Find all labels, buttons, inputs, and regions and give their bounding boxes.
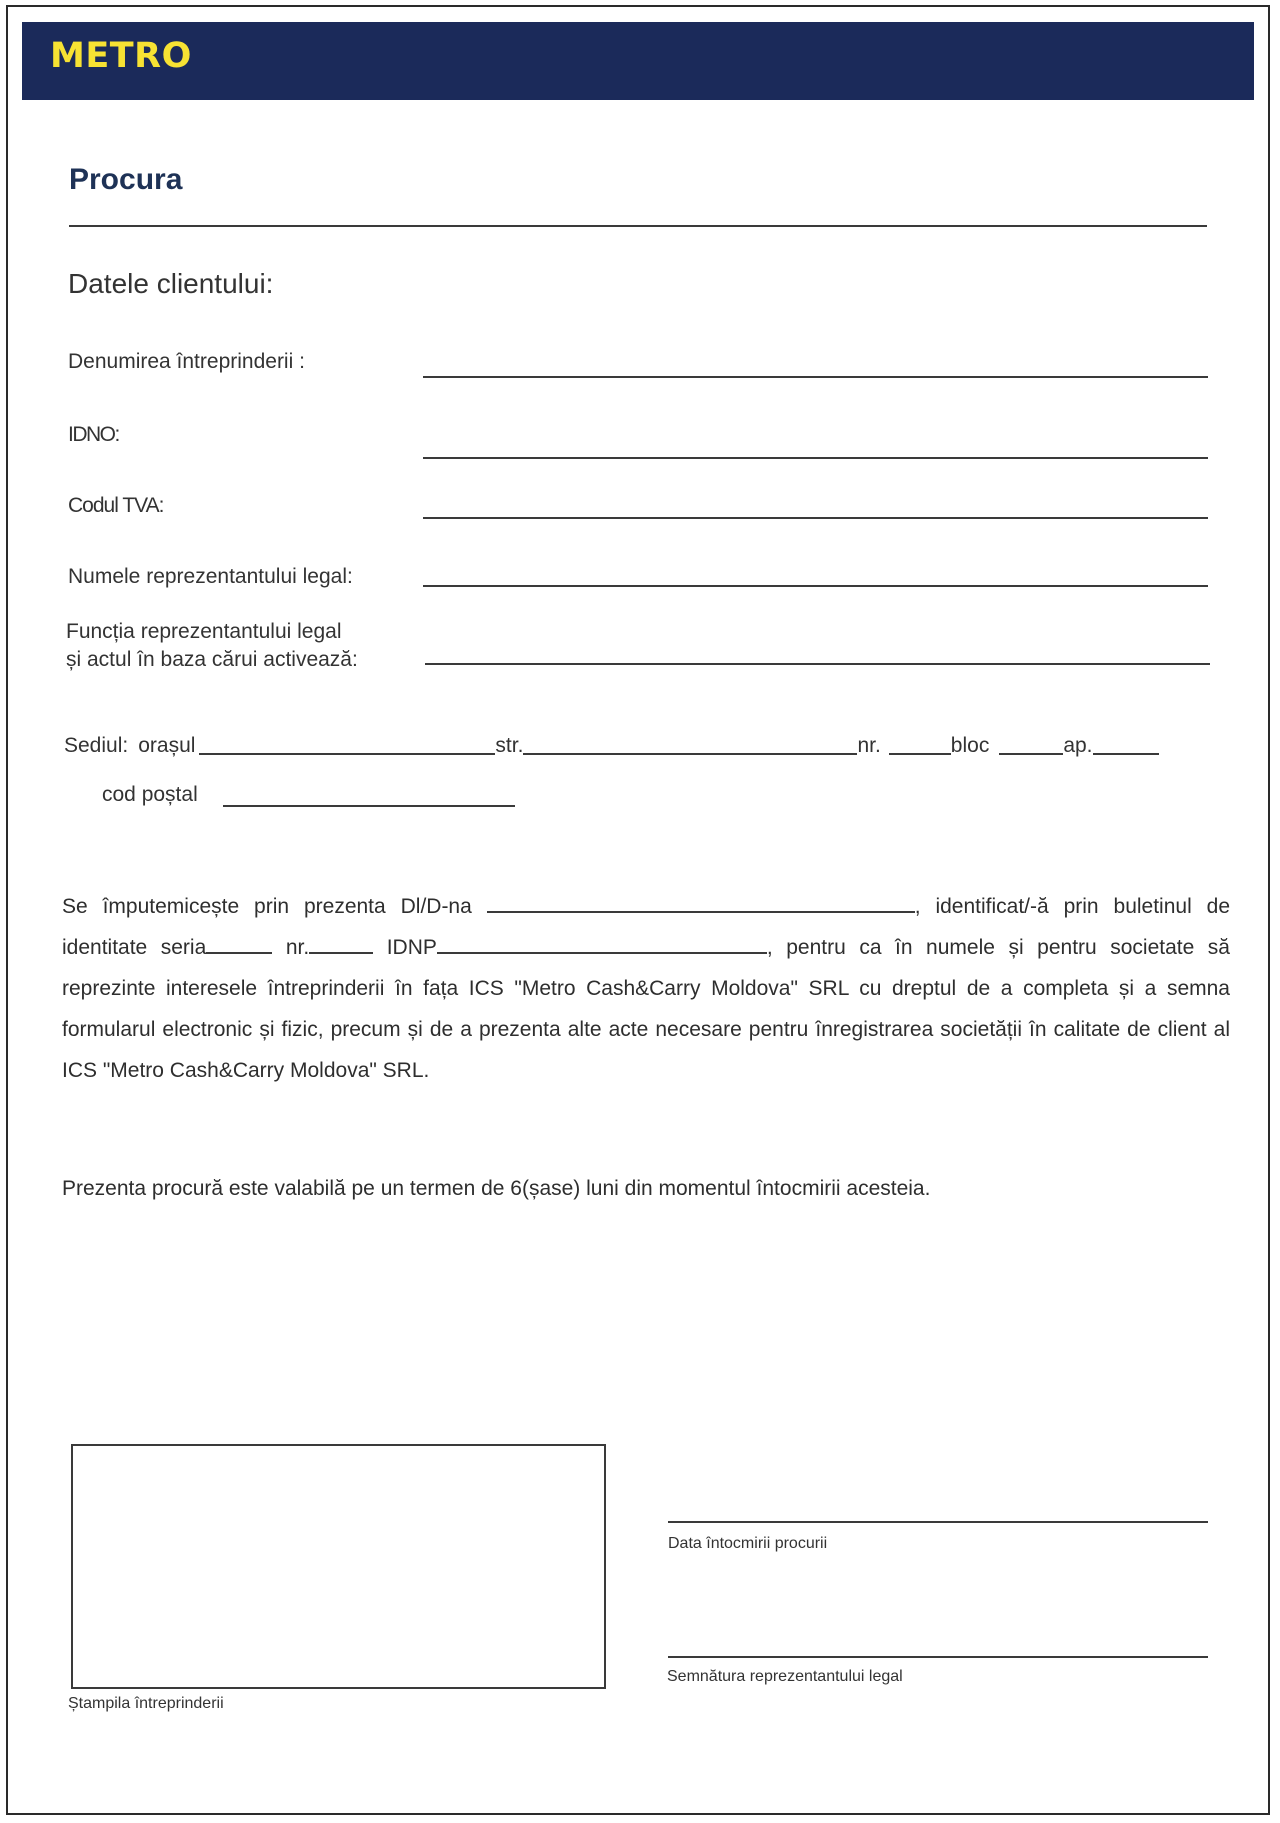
vat-code-label: Codul TVA: xyxy=(68,494,164,517)
id-series-field[interactable] xyxy=(206,932,272,954)
postal-code-label: cod poștal xyxy=(102,783,198,806)
company-name-field[interactable] xyxy=(423,376,1208,378)
stamp-label: Ștampila întreprinderii xyxy=(68,1695,224,1712)
signature-field[interactable] xyxy=(668,1656,1208,1658)
number-field[interactable] xyxy=(889,752,951,755)
metro-logo: METRO xyxy=(50,36,192,76)
authorization-paragraph xyxy=(62,886,1230,1091)
legal-rep-name-label: Numele reprezentantului legal: xyxy=(68,565,353,588)
authorization-text-1: Se împutemicește prin prezenta Dl/D-na xyxy=(62,895,472,918)
legal-rep-function-field[interactable] xyxy=(425,663,1210,665)
street-label: str. xyxy=(495,734,524,757)
apartment-field[interactable] xyxy=(1093,752,1159,755)
vat-code-field[interactable] xyxy=(423,517,1208,519)
idno-label: IDNO: xyxy=(68,423,119,446)
validity-statement: Prezenta procură este valabilă pe un termen de 6(șase) luni din momentul întocmirii acesteia. xyxy=(62,1177,931,1200)
stamp-box[interactable] xyxy=(71,1444,606,1689)
section-title: Datele clientului: xyxy=(68,268,274,299)
date-label: Data întocmirii procurii xyxy=(668,1535,828,1552)
page-title: Procura xyxy=(69,163,183,196)
block-label: bloc xyxy=(950,734,990,757)
company-name-label: Denumirea întreprinderii : xyxy=(68,350,305,373)
sediul-label: Sediul: xyxy=(64,734,129,757)
header-bar xyxy=(22,22,1254,100)
date-field[interactable] xyxy=(668,1521,1208,1523)
city-label: orașul xyxy=(138,734,196,757)
idnp-field[interactable] xyxy=(437,932,767,954)
legal-rep-function-label-line2: și actul în baza cărui activează: xyxy=(66,648,358,671)
block-field[interactable] xyxy=(999,752,1063,755)
authorization-text-3: nr. xyxy=(285,936,310,959)
apartment-label: ap. xyxy=(1063,734,1093,757)
legal-rep-function-label-line1: Funcția reprezentantului legal xyxy=(66,620,342,643)
address-row xyxy=(64,728,1214,758)
postal-code-field[interactable] xyxy=(223,805,515,807)
city-field[interactable] xyxy=(199,752,495,755)
street-field[interactable] xyxy=(523,752,857,755)
authorization-text-2: , identificat/-ă prin buletinul de identitate seria xyxy=(62,895,1231,959)
idno-field[interactable] xyxy=(423,457,1208,459)
title-divider xyxy=(69,225,1207,227)
signature-label: Semnătura reprezentantului legal xyxy=(667,1668,903,1685)
authorization-text-4: IDNP xyxy=(386,936,437,959)
authorization-text-5: , pentru ca în numele și pentru societate să reprezinte interesele întreprinderii în fața ICS "Metro Cash&Carry Moldova" SRL cu dreptul de a completa și a semna formularul electronic și fizic, precum și de a prezenta alte acte necesare pentru înregistrarea societății în calitate de client al ICS "Metro Cash&Carry Moldova" SRL. xyxy=(62,936,1230,1082)
number-label: nr. xyxy=(857,734,881,757)
id-number-field[interactable] xyxy=(309,932,373,954)
representative-name-field[interactable] xyxy=(487,891,915,913)
legal-rep-name-field[interactable] xyxy=(423,585,1208,587)
